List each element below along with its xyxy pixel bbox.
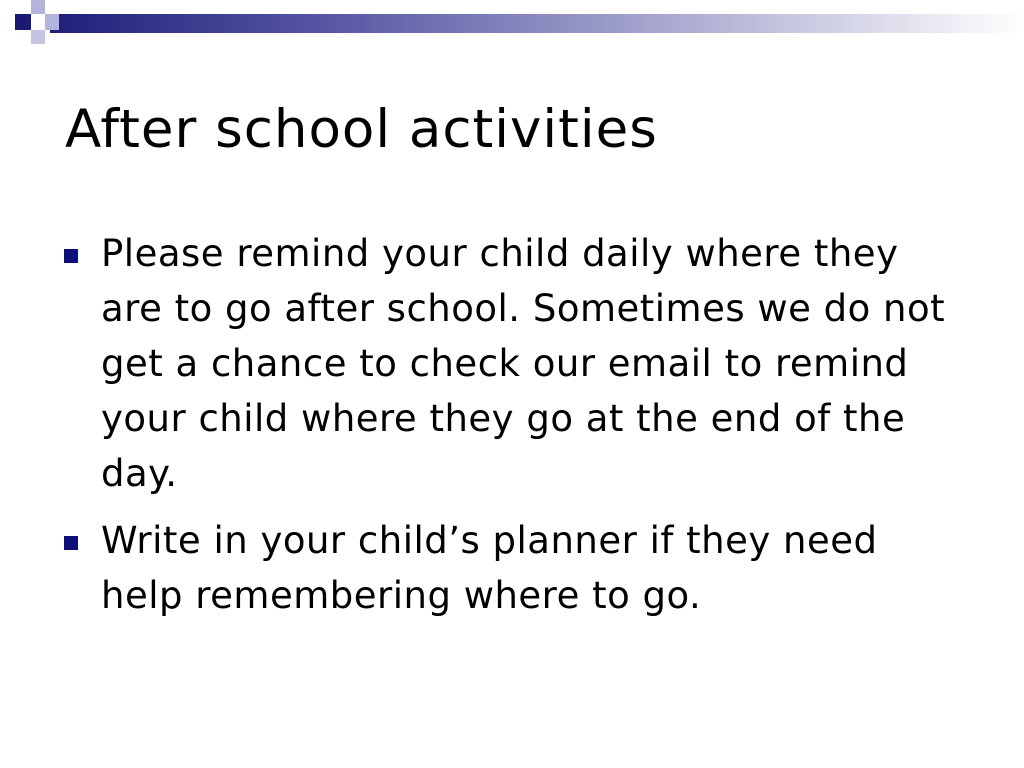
square-bullet-icon — [64, 249, 78, 263]
header-square — [31, 0, 45, 14]
header-decoration — [0, 0, 1024, 36]
header-square — [15, 14, 31, 30]
bullet-text: Write in your child’s planner if they need help remembering where to go. — [101, 519, 878, 617]
square-bullet-icon — [64, 536, 78, 550]
header-square — [0, 30, 15, 44]
header-square — [31, 30, 45, 44]
bullet-list — [64, 226, 964, 635]
header-gradient-bar — [50, 14, 1024, 33]
bullet-item — [64, 513, 964, 623]
bullet-text: Please remind your child daily where they are to go after school. Sometimes we do not get a chance to check our email to remind your child where they go at the end of the day. — [101, 232, 946, 495]
bullet-item — [64, 226, 964, 501]
slide-title: After school activities — [65, 99, 658, 160]
header-square — [45, 14, 59, 30]
